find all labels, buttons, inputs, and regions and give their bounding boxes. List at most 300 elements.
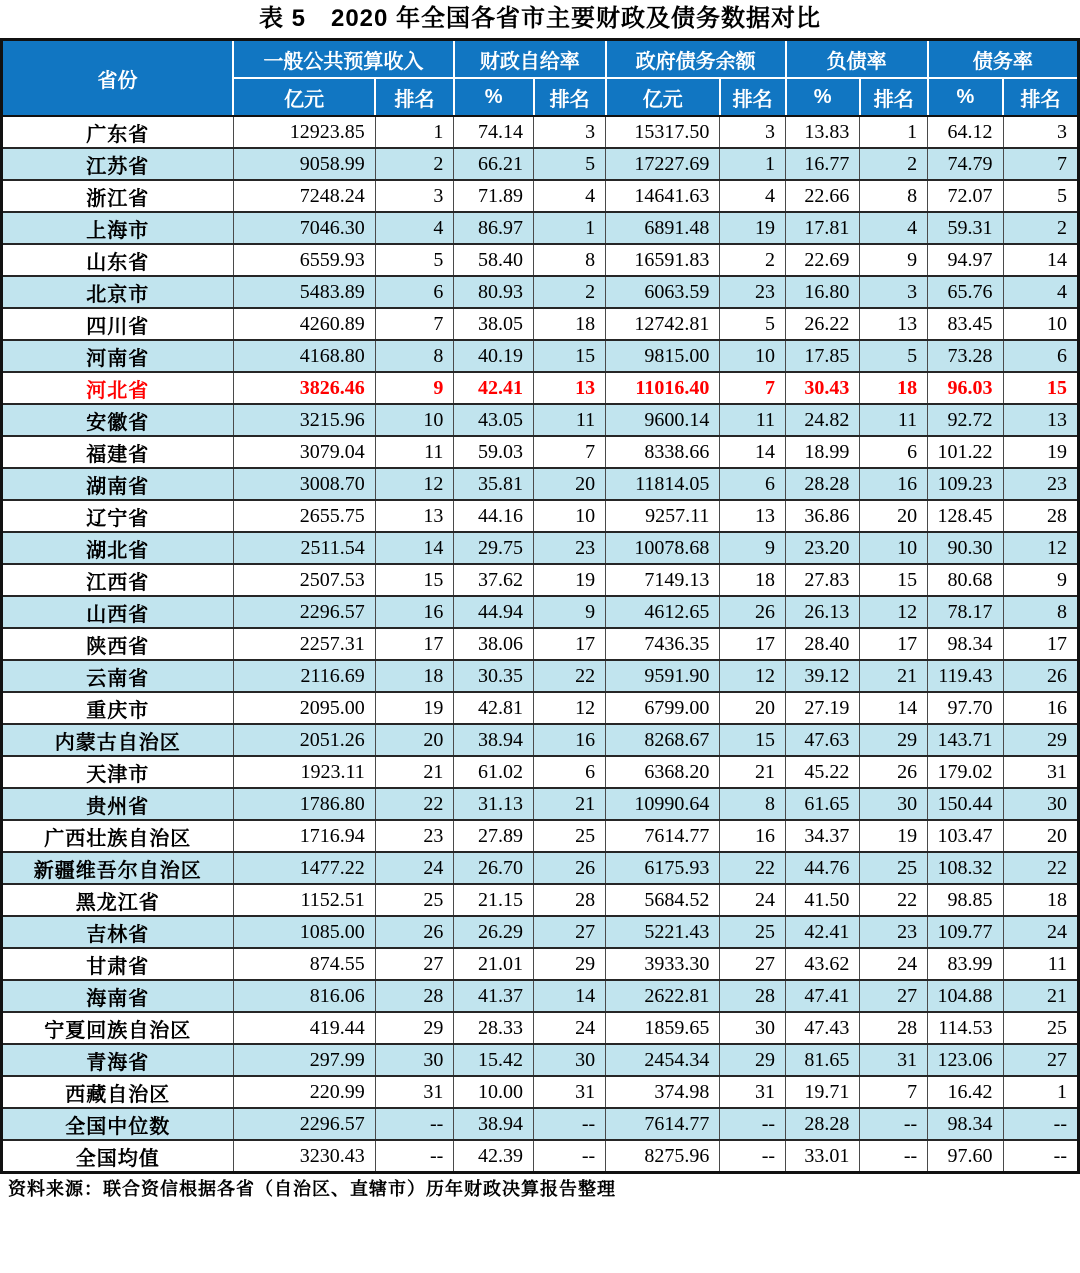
cell-value-6: 45.22 [786, 756, 860, 788]
cell-value-4: 5221.43 [606, 916, 720, 948]
cell-value-3: 5 [534, 148, 606, 180]
cell-value-3: 14 [534, 980, 606, 1012]
cell-value-3: -- [534, 1108, 606, 1140]
cell-province: 上海市 [2, 212, 234, 244]
cell-value-7: 4 [860, 212, 928, 244]
cell-value-7: 13 [860, 308, 928, 340]
header-sub-0-1: 排名 [375, 78, 454, 116]
cell-province: 西藏自治区 [2, 1076, 234, 1108]
cell-value-6: 16.77 [786, 148, 860, 180]
cell-value-1: 10 [375, 404, 454, 436]
table-row [2, 148, 1079, 180]
cell-value-5: 20 [720, 692, 786, 724]
table-row [2, 404, 1079, 436]
cell-value-0: 2116.69 [233, 660, 375, 692]
cell-value-0: 12923.85 [233, 116, 375, 148]
table-row [2, 820, 1079, 852]
table-row [2, 1044, 1079, 1076]
cell-value-7: 1 [860, 116, 928, 148]
cell-value-9: 17 [1003, 628, 1078, 660]
cell-value-7: 25 [860, 852, 928, 884]
cell-value-8: 78.17 [928, 596, 1003, 628]
cell-value-1: 28 [375, 980, 454, 1012]
cell-value-1: 24 [375, 852, 454, 884]
cell-value-6: 43.62 [786, 948, 860, 980]
cell-value-3: 4 [534, 180, 606, 212]
cell-province: 四川省 [2, 308, 234, 340]
cell-value-6: 22.66 [786, 180, 860, 212]
cell-value-1: 21 [375, 756, 454, 788]
cell-value-8: 119.43 [928, 660, 1003, 692]
header-group-3: 负债率 [786, 40, 928, 79]
cell-value-8: 143.71 [928, 724, 1003, 756]
cell-value-1: 20 [375, 724, 454, 756]
cell-province: 山东省 [2, 244, 234, 276]
cell-province: 湖北省 [2, 532, 234, 564]
cell-value-5: 4 [720, 180, 786, 212]
cell-value-6: 17.81 [786, 212, 860, 244]
cell-value-5: 23 [720, 276, 786, 308]
cell-value-5: 2 [720, 244, 786, 276]
cell-value-1: 8 [375, 340, 454, 372]
cell-value-1: 13 [375, 500, 454, 532]
cell-value-5: 31 [720, 1076, 786, 1108]
table-row [2, 340, 1079, 372]
table-row [2, 308, 1079, 340]
cell-province: 湖南省 [2, 468, 234, 500]
cell-value-1: 2 [375, 148, 454, 180]
table-row [2, 756, 1079, 788]
cell-province: 浙江省 [2, 180, 234, 212]
cell-value-0: 2095.00 [233, 692, 375, 724]
cell-value-4: 9257.11 [606, 500, 720, 532]
cell-value-6: 17.85 [786, 340, 860, 372]
cell-value-9: 12 [1003, 532, 1078, 564]
cell-value-6: 47.43 [786, 1012, 860, 1044]
cell-value-5: 14 [720, 436, 786, 468]
cell-value-9: 7 [1003, 148, 1078, 180]
cell-value-1: 25 [375, 884, 454, 916]
cell-value-4: 9591.90 [606, 660, 720, 692]
cell-value-9: 1 [1003, 1076, 1078, 1108]
cell-value-0: 1786.80 [233, 788, 375, 820]
cell-value-7: 5 [860, 340, 928, 372]
cell-value-5: 6 [720, 468, 786, 500]
cell-value-5: -- [720, 1140, 786, 1173]
cell-value-1: 22 [375, 788, 454, 820]
cell-value-7: 12 [860, 596, 928, 628]
cell-value-1: -- [375, 1140, 454, 1173]
cell-value-7: 8 [860, 180, 928, 212]
cell-value-2: 35.81 [454, 468, 534, 500]
cell-value-9: 19 [1003, 436, 1078, 468]
cell-value-8: 96.03 [928, 372, 1003, 404]
cell-value-8: 97.60 [928, 1140, 1003, 1173]
cell-province: 内蒙古自治区 [2, 724, 234, 756]
table-row [2, 788, 1079, 820]
cell-value-8: 108.32 [928, 852, 1003, 884]
cell-value-0: 220.99 [233, 1076, 375, 1108]
cell-province: 北京市 [2, 276, 234, 308]
cell-value-3: 24 [534, 1012, 606, 1044]
cell-value-9: 28 [1003, 500, 1078, 532]
cell-value-1: 31 [375, 1076, 454, 1108]
cell-value-4: 6368.20 [606, 756, 720, 788]
cell-value-9: 27 [1003, 1044, 1078, 1076]
cell-value-0: 2511.54 [233, 532, 375, 564]
cell-value-4: 5684.52 [606, 884, 720, 916]
cell-value-9: 20 [1003, 820, 1078, 852]
cell-value-7: 14 [860, 692, 928, 724]
cell-value-3: 26 [534, 852, 606, 884]
cell-province: 宁夏回族自治区 [2, 1012, 234, 1044]
cell-value-1: 30 [375, 1044, 454, 1076]
cell-value-3: 19 [534, 564, 606, 596]
cell-value-1: 29 [375, 1012, 454, 1044]
cell-value-0: 5483.89 [233, 276, 375, 308]
cell-province: 重庆市 [2, 692, 234, 724]
table-header [2, 40, 1079, 117]
cell-province: 山西省 [2, 596, 234, 628]
cell-value-3: -- [534, 1140, 606, 1173]
cell-value-0: 1477.22 [233, 852, 375, 884]
header-group-2: 政府债务余额 [606, 40, 786, 79]
table-row [2, 212, 1079, 244]
cell-value-4: 6063.59 [606, 276, 720, 308]
cell-value-7: 15 [860, 564, 928, 596]
table-row [2, 372, 1079, 404]
cell-value-8: 98.34 [928, 628, 1003, 660]
cell-value-5: 19 [720, 212, 786, 244]
cell-value-2: 10.00 [454, 1076, 534, 1108]
cell-value-6: 28.28 [786, 1108, 860, 1140]
cell-value-7: 28 [860, 1012, 928, 1044]
cell-value-7: 9 [860, 244, 928, 276]
cell-value-3: 13 [534, 372, 606, 404]
cell-value-0: 7046.30 [233, 212, 375, 244]
cell-value-9: 16 [1003, 692, 1078, 724]
cell-province: 河北省 [2, 372, 234, 404]
cell-value-2: 28.33 [454, 1012, 534, 1044]
table-row [2, 1108, 1079, 1140]
cell-value-2: 27.89 [454, 820, 534, 852]
table-row [2, 628, 1079, 660]
cell-value-3: 21 [534, 788, 606, 820]
cell-value-4: 6175.93 [606, 852, 720, 884]
cell-value-2: 29.75 [454, 532, 534, 564]
cell-value-4: 7614.77 [606, 1108, 720, 1140]
cell-value-1: 27 [375, 948, 454, 980]
cell-value-5: 3 [720, 116, 786, 148]
cell-value-8: 83.45 [928, 308, 1003, 340]
cell-value-1: 26 [375, 916, 454, 948]
fiscal-debt-table [0, 38, 1080, 1174]
cell-value-1: 9 [375, 372, 454, 404]
cell-value-6: 27.19 [786, 692, 860, 724]
header-sub-4-0: % [928, 78, 1003, 116]
cell-value-8: 65.76 [928, 276, 1003, 308]
cell-value-3: 23 [534, 532, 606, 564]
cell-value-4: 374.98 [606, 1076, 720, 1108]
table-row [2, 948, 1079, 980]
cell-value-8: 97.70 [928, 692, 1003, 724]
cell-value-8: 103.47 [928, 820, 1003, 852]
cell-value-2: 44.94 [454, 596, 534, 628]
cell-value-4: 2622.81 [606, 980, 720, 1012]
cell-value-9: 21 [1003, 980, 1078, 1012]
cell-value-0: 3215.96 [233, 404, 375, 436]
cell-value-6: 26.13 [786, 596, 860, 628]
header-sub-1-0: % [454, 78, 534, 116]
table-row [2, 468, 1079, 500]
cell-value-9: 2 [1003, 212, 1078, 244]
cell-province: 海南省 [2, 980, 234, 1012]
cell-province: 河南省 [2, 340, 234, 372]
cell-value-7: 29 [860, 724, 928, 756]
cell-value-7: 22 [860, 884, 928, 916]
cell-value-2: 86.97 [454, 212, 534, 244]
cell-value-0: 1923.11 [233, 756, 375, 788]
cell-value-0: 874.55 [233, 948, 375, 980]
cell-province: 江西省 [2, 564, 234, 596]
cell-value-3: 11 [534, 404, 606, 436]
cell-value-9: 22 [1003, 852, 1078, 884]
cell-value-6: 16.80 [786, 276, 860, 308]
cell-value-8: 80.68 [928, 564, 1003, 596]
cell-value-5: 5 [720, 308, 786, 340]
table-row [2, 724, 1079, 756]
cell-value-0: 2296.57 [233, 1108, 375, 1140]
cell-value-1: 5 [375, 244, 454, 276]
cell-value-9: 23 [1003, 468, 1078, 500]
cell-province: 陕西省 [2, 628, 234, 660]
cell-value-4: 6891.48 [606, 212, 720, 244]
cell-value-9: 9 [1003, 564, 1078, 596]
cell-value-6: 30.43 [786, 372, 860, 404]
table-title: 表 5 2020 年全国各省市主要财政及债务数据对比 [258, 5, 822, 32]
cell-value-7: 2 [860, 148, 928, 180]
cell-value-7: 18 [860, 372, 928, 404]
cell-value-5: 24 [720, 884, 786, 916]
cell-value-9: 5 [1003, 180, 1078, 212]
header-sub-2-0: 亿元 [606, 78, 720, 116]
header-group-4: 债务率 [928, 40, 1079, 79]
cell-value-6: 81.65 [786, 1044, 860, 1076]
cell-value-3: 28 [534, 884, 606, 916]
header-sub-3-0: % [786, 78, 860, 116]
cell-value-6: 33.01 [786, 1140, 860, 1173]
cell-value-4: 7149.13 [606, 564, 720, 596]
cell-value-2: 38.94 [454, 1108, 534, 1140]
cell-value-2: 15.42 [454, 1044, 534, 1076]
cell-value-1: 12 [375, 468, 454, 500]
cell-value-1: 19 [375, 692, 454, 724]
cell-value-2: 42.81 [454, 692, 534, 724]
cell-value-4: 9600.14 [606, 404, 720, 436]
cell-value-6: 24.82 [786, 404, 860, 436]
cell-value-8: 109.77 [928, 916, 1003, 948]
cell-province: 新疆维吾尔自治区 [2, 852, 234, 884]
cell-value-2: 61.02 [454, 756, 534, 788]
cell-value-5: 13 [720, 500, 786, 532]
cell-value-4: 6799.00 [606, 692, 720, 724]
cell-value-0: 1085.00 [233, 916, 375, 948]
cell-value-3: 7 [534, 436, 606, 468]
cell-value-4: 15317.50 [606, 116, 720, 148]
cell-value-0: 419.44 [233, 1012, 375, 1044]
cell-value-3: 9 [534, 596, 606, 628]
cell-value-5: 12 [720, 660, 786, 692]
cell-province: 辽宁省 [2, 500, 234, 532]
cell-value-4: 1859.65 [606, 1012, 720, 1044]
cell-value-4: 2454.34 [606, 1044, 720, 1076]
cell-value-5: 27 [720, 948, 786, 980]
cell-value-3: 25 [534, 820, 606, 852]
cell-value-9: 25 [1003, 1012, 1078, 1044]
cell-value-4: 10078.68 [606, 532, 720, 564]
cell-value-2: 38.06 [454, 628, 534, 660]
table-body [2, 116, 1079, 1173]
cell-value-0: 4260.89 [233, 308, 375, 340]
cell-value-5: 30 [720, 1012, 786, 1044]
cell-value-8: 74.79 [928, 148, 1003, 180]
cell-value-2: 30.35 [454, 660, 534, 692]
cell-value-0: 4168.80 [233, 340, 375, 372]
cell-value-7: 24 [860, 948, 928, 980]
cell-value-2: 37.62 [454, 564, 534, 596]
cell-value-0: 297.99 [233, 1044, 375, 1076]
cell-value-3: 8 [534, 244, 606, 276]
cell-value-8: 98.34 [928, 1108, 1003, 1140]
cell-value-2: 44.16 [454, 500, 534, 532]
cell-value-2: 21.15 [454, 884, 534, 916]
cell-value-8: 109.23 [928, 468, 1003, 500]
cell-value-3: 18 [534, 308, 606, 340]
cell-province: 广东省 [2, 116, 234, 148]
cell-value-2: 43.05 [454, 404, 534, 436]
cell-province: 安徽省 [2, 404, 234, 436]
cell-value-8: 123.06 [928, 1044, 1003, 1076]
cell-province: 贵州省 [2, 788, 234, 820]
cell-value-9: 15 [1003, 372, 1078, 404]
cell-value-8: 59.31 [928, 212, 1003, 244]
cell-value-9: 4 [1003, 276, 1078, 308]
cell-value-2: 42.39 [454, 1140, 534, 1173]
cell-value-5: 1 [720, 148, 786, 180]
header-sub-2-1: 排名 [720, 78, 786, 116]
table-row [2, 180, 1079, 212]
cell-value-2: 41.37 [454, 980, 534, 1012]
cell-value-7: 11 [860, 404, 928, 436]
cell-value-7: 31 [860, 1044, 928, 1076]
cell-value-4: 7436.35 [606, 628, 720, 660]
cell-value-7: -- [860, 1140, 928, 1173]
cell-value-2: 38.94 [454, 724, 534, 756]
cell-value-9: 13 [1003, 404, 1078, 436]
cell-value-0: 3079.04 [233, 436, 375, 468]
cell-value-4: 11016.40 [606, 372, 720, 404]
cell-value-4: 14641.63 [606, 180, 720, 212]
table-row [2, 436, 1079, 468]
cell-value-7: 19 [860, 820, 928, 852]
cell-value-5: 10 [720, 340, 786, 372]
cell-value-0: 3230.43 [233, 1140, 375, 1173]
cell-value-6: 23.20 [786, 532, 860, 564]
cell-value-4: 16591.83 [606, 244, 720, 276]
header-province: 省份 [2, 40, 234, 117]
cell-value-3: 16 [534, 724, 606, 756]
cell-value-7: 20 [860, 500, 928, 532]
cell-value-9: 26 [1003, 660, 1078, 692]
cell-province: 天津市 [2, 756, 234, 788]
cell-province: 青海省 [2, 1044, 234, 1076]
cell-value-3: 27 [534, 916, 606, 948]
cell-value-6: 28.40 [786, 628, 860, 660]
cell-value-6: 13.83 [786, 116, 860, 148]
cell-value-3: 10 [534, 500, 606, 532]
cell-value-0: 2655.75 [233, 500, 375, 532]
cell-value-7: -- [860, 1108, 928, 1140]
cell-value-2: 42.41 [454, 372, 534, 404]
cell-value-1: 11 [375, 436, 454, 468]
table-row [2, 244, 1079, 276]
cell-value-9: 18 [1003, 884, 1078, 916]
cell-value-9: 24 [1003, 916, 1078, 948]
cell-value-0: 2296.57 [233, 596, 375, 628]
cell-value-5: -- [720, 1108, 786, 1140]
cell-value-5: 18 [720, 564, 786, 596]
cell-province: 云南省 [2, 660, 234, 692]
cell-value-7: 26 [860, 756, 928, 788]
cell-value-2: 71.89 [454, 180, 534, 212]
cell-value-6: 61.65 [786, 788, 860, 820]
cell-value-3: 22 [534, 660, 606, 692]
cell-province: 甘肃省 [2, 948, 234, 980]
cell-value-3: 31 [534, 1076, 606, 1108]
cell-value-0: 3008.70 [233, 468, 375, 500]
cell-value-6: 47.41 [786, 980, 860, 1012]
cell-value-1: 18 [375, 660, 454, 692]
cell-value-6: 34.37 [786, 820, 860, 852]
cell-value-4: 12742.81 [606, 308, 720, 340]
cell-value-9: 8 [1003, 596, 1078, 628]
cell-value-6: 28.28 [786, 468, 860, 500]
table-row [2, 980, 1079, 1012]
cell-province: 全国均值 [2, 1140, 234, 1173]
cell-value-2: 80.93 [454, 276, 534, 308]
cell-value-1: 15 [375, 564, 454, 596]
cell-value-1: 3 [375, 180, 454, 212]
cell-value-4: 17227.69 [606, 148, 720, 180]
cell-value-2: 26.70 [454, 852, 534, 884]
cell-value-7: 6 [860, 436, 928, 468]
cell-value-4: 7614.77 [606, 820, 720, 852]
cell-value-8: 179.02 [928, 756, 1003, 788]
cell-value-9: -- [1003, 1108, 1078, 1140]
cell-value-5: 28 [720, 980, 786, 1012]
cell-value-6: 18.99 [786, 436, 860, 468]
header-group-0: 一般公共预算收入 [233, 40, 454, 79]
cell-value-6: 22.69 [786, 244, 860, 276]
cell-value-0: 816.06 [233, 980, 375, 1012]
cell-value-7: 30 [860, 788, 928, 820]
cell-value-2: 58.40 [454, 244, 534, 276]
cell-value-6: 36.86 [786, 500, 860, 532]
cell-value-3: 1 [534, 212, 606, 244]
cell-value-8: 83.99 [928, 948, 1003, 980]
cell-value-5: 9 [720, 532, 786, 564]
cell-value-5: 25 [720, 916, 786, 948]
